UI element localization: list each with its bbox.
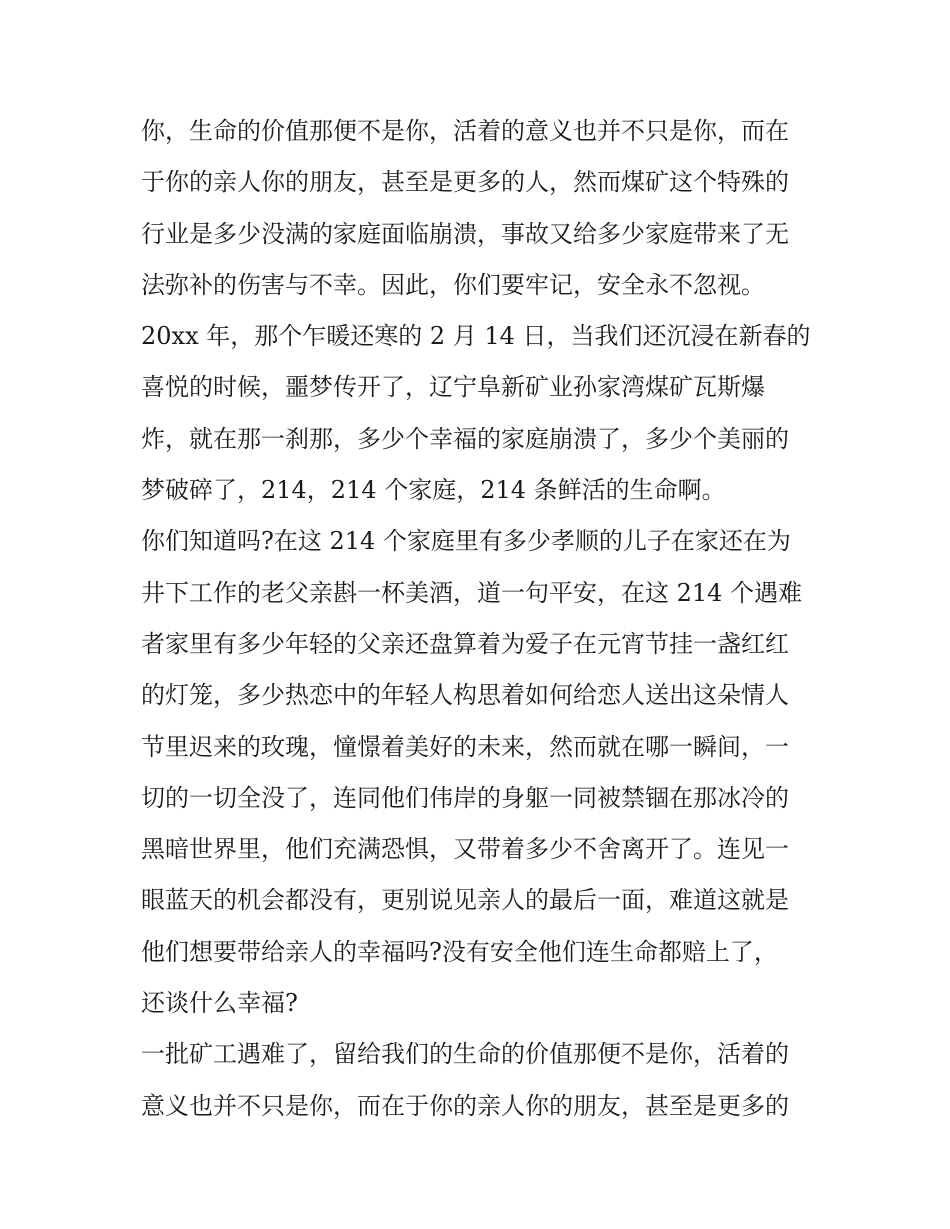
text-line: 切的一切全没了，连同他们伟岸的身躯一同被禁锢在那冰冷的 xyxy=(141,783,789,812)
text-line: 一批矿工遇难了，留给我们的生命的价值那便不是你，活着的 xyxy=(141,1040,789,1069)
text-line: 喜悦的时候，噩梦传开了，辽宁阜新矿业孙家湾煤矿瓦斯爆 xyxy=(141,373,765,402)
text-line: 黑暗世界里，他们充满恐惧，又带着多少不舍离开了。连见一 xyxy=(141,835,789,864)
text-line: 井下工作的老父亲斟一杯美酒，道一句平安，在这 214 个遇难 xyxy=(141,578,803,607)
text-line: 梦破碎了，214，214 个家庭，214 条鲜活的生命啊。 xyxy=(141,476,726,505)
text-line: 他们想要带给亲人的幸福吗?没有安全他们连生命都赔上了， xyxy=(141,937,778,966)
text-line: 于你的亲人你的朋友，甚至是更多的人，然而煤矿这个特殊的 xyxy=(141,168,789,197)
text-line: 还谈什么幸福? xyxy=(141,989,298,1018)
text-line: 眼蓝天的机会都没有，更别说见亲人的最后一面，难道这就是 xyxy=(141,886,789,915)
text-line: 者家里有多少年轻的父亲还盘算着为爱子在元宵节挂一盏红红 xyxy=(141,629,789,658)
text-line: 你，生命的价值那便不是你，活着的意义也并不只是你，而在 xyxy=(141,117,789,145)
text-line: 法弥补的伤害与不幸。因此，你们要牢记，安全永不忽视。 xyxy=(141,270,765,299)
text-line: 行业是多少没满的家庭面临崩溃，事故又给多少家庭带来了无 xyxy=(141,219,789,248)
text-line: 意义也并不只是你，而在于你的亲人你的朋友，甚至是更多的 xyxy=(141,1091,789,1120)
text-line: 20xx 年，那个乍暖还寒的 2 月 14 日，当我们还沉浸在新春的 xyxy=(141,322,811,351)
body-text xyxy=(141,106,813,1132)
text-line: 你们知道吗?在这 214 个家庭里有多少孝顺的儿子在家还在为 xyxy=(141,527,791,556)
text-line: 的灯笼，多少热恋中的年轻人构思着如何给恋人送出这朵情人 xyxy=(141,681,789,710)
text-line: 炸，就在那一刹那，多少个幸福的家庭崩溃了，多少个美丽的 xyxy=(141,424,789,453)
text-line: 节里迟来的玫瑰，憧憬着美好的未来，然而就在哪一瞬间，一 xyxy=(141,732,789,761)
